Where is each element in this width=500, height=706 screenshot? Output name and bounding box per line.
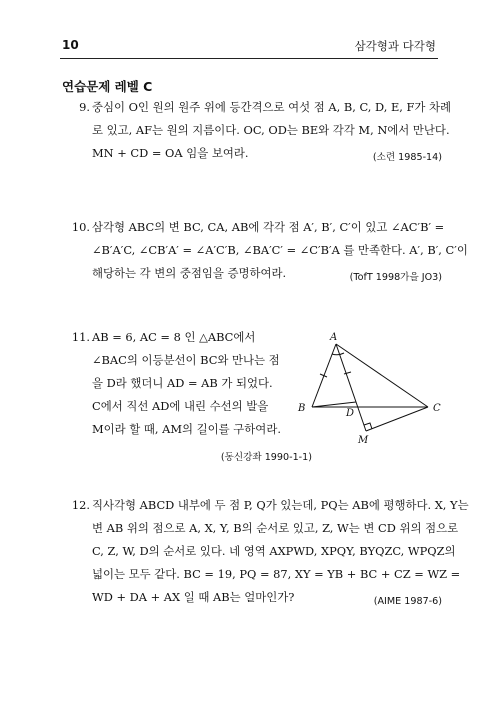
problem-11 [62, 326, 312, 463]
label-m: M [358, 435, 369, 446]
problem-line: 삼각형 ABC의 변 BC, CA, AB에 각각 점 A′, B′, C′이 있고 ∠AC′B′ = [92, 220, 445, 234]
problem-source: (AIME 1987-6) [373, 596, 442, 607]
problem-line: WD + DA + AX 일 때 AB는 얼마인가? [92, 590, 295, 604]
angle-arc [332, 353, 344, 355]
problem-line: 해당하는 각 변의 중점임을 증명하여라. [92, 266, 287, 280]
problem-line: M이라 할 때, AM의 길이를 구하여라. [92, 422, 281, 436]
tick-mark [344, 372, 351, 374]
problem-line: 변 AB 위의 점으로 A, X, Y, B의 순서로 있고, Z, W는 변 CD 위의 점으로 [92, 521, 459, 535]
problem-line: ∠B′A′C, ∠CB′A′ = ∠A′C′B, ∠BA′C′ = ∠C′B′A 를 만족한다. A′, B′, C′이 [92, 243, 468, 257]
problem-source: (동신강좌 1990-1-1) [220, 452, 312, 463]
problem-line: 중심이 O인 원의 원주 위에 등간격으로 여섯 점 A, B, C, D, E, F가 차례 [92, 100, 452, 114]
triangle-figure [294, 330, 454, 450]
problem-line: MN + CD = OA 임을 보여라. [92, 146, 249, 160]
label-c: C [433, 403, 441, 414]
label-d: D [346, 408, 355, 419]
problem-line: 직사각형 ABCD 내부에 두 점 P, Q가 있는데, PQ는 AB에 평행하다. X, Y는 [92, 498, 469, 512]
chapter-title: 삼각형과 다각형 [354, 39, 436, 53]
problem-line: 을 D라 했더니 AD = AB 가 되었다. [92, 376, 273, 390]
problem-10 [62, 216, 468, 285]
header-rule [60, 58, 438, 59]
section-title: 연습문제 레벨 C [62, 79, 153, 94]
problem-line: AB = 6, AC = 8 인 △ABC에서 [92, 330, 256, 344]
problem-line: 넓이는 모두 같다. BC = 19, PQ = 87, XY = YB + BC + CZ = WZ = [92, 567, 461, 581]
segment-bd [312, 402, 356, 407]
problem-number: 10. [71, 220, 90, 234]
label-b: B [298, 403, 306, 414]
problem-12 [62, 494, 469, 609]
problem-line: C에서 직선 AD에 내린 수선의 발을 [92, 399, 269, 413]
problem-number: 9. [79, 100, 90, 114]
problem-line: ∠BAC의 이등분선이 BC와 만나는 점 [92, 353, 280, 367]
problem-9 [62, 96, 452, 165]
problem-line: 로 있고, AF는 원의 지름이다. OC, OD는 BE와 각각 M, N에서 만난다. [92, 123, 450, 137]
problem-number: 11. [71, 330, 90, 344]
page-number: 10 [62, 38, 79, 52]
segment-cm [366, 407, 428, 431]
problem-number: 12. [71, 498, 90, 512]
problem-source: (TofT 1998가을 JO3) [349, 272, 442, 283]
label-a: A [330, 332, 338, 343]
segment-ac [336, 344, 428, 407]
problem-line: C, Z, W, D의 순서로 있다. 네 영역 AXPWD, XPQY, BYQZC, WPQZ의 [92, 544, 456, 558]
problem-source: (소련 1985-14) [372, 152, 442, 163]
